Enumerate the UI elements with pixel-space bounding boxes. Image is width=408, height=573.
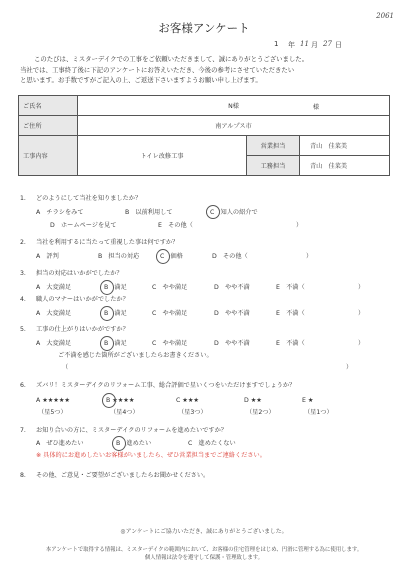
q1-option-c[interactable]: C 知人の紹介で — [210, 209, 258, 216]
q3-number: 3. — [20, 270, 26, 277]
q3-option-b[interactable]: B 満足 — [104, 284, 127, 291]
q6-number: 6. — [20, 382, 26, 389]
name-cell — [78, 96, 390, 116]
address-value: 南アルプス市 — [78, 116, 390, 136]
q6-option-d[interactable]: D ★★ — [244, 397, 262, 404]
q5-text: 工事の仕上がりはいかがですか？ — [36, 326, 129, 333]
q6-selected-circle — [102, 393, 116, 408]
q2-text: 当社を利用するに当たって重視した事は何ですか？ — [36, 239, 179, 246]
q7-selected-circle — [112, 436, 126, 451]
date-year-label: 年 — [288, 41, 295, 49]
date-year: 1 — [274, 40, 279, 48]
q1-option-d[interactable]: D ホームページを見て — [50, 222, 117, 229]
q7-text: お知り合いの方に、ミスターデイクのリフォームを進めたいですか？ — [36, 427, 227, 434]
q6-sub-b: （星4つ） — [110, 409, 139, 416]
q1-option-a[interactable]: A チラシをみて — [36, 209, 84, 216]
date-day: 27 — [323, 40, 332, 48]
q6-sub-d: （星2つ） — [246, 409, 275, 416]
q1-selected-circle — [206, 205, 220, 219]
sales-value: 青山 佳菜美 — [300, 136, 390, 156]
q3-option-e[interactable]: E 不満（ — [276, 284, 305, 291]
q3-option-d[interactable]: D やや不満 — [214, 284, 250, 291]
q1-text: どのようにして当社を知りましたか？ — [36, 195, 142, 202]
q6-sub-e: （星1つ） — [304, 409, 333, 416]
q5-close-paren: ） — [358, 340, 365, 347]
q2-option-a[interactable]: A 評判 — [36, 253, 59, 260]
name-label: ご氏名 — [19, 96, 78, 116]
q4-number: 4. — [20, 296, 26, 303]
work-value: トイレ改修工事 — [78, 136, 247, 176]
date-month-label: 月 — [311, 41, 318, 49]
q4-text: 職人のマナーはいかがでしたか？ — [36, 296, 129, 303]
q4-option-a[interactable]: A 大変満足 — [36, 310, 72, 317]
q6-sub-c: （星3つ） — [178, 409, 207, 416]
q6-option-e[interactable]: E ★ — [302, 397, 314, 404]
q6-option-c[interactable]: C ★★★ — [176, 397, 199, 404]
footer-thanks: ◎アンケートにご協力いただき、誠にありがとうございました。 — [120, 529, 288, 535]
q2-option-c[interactable]: C 価格 — [160, 253, 183, 260]
q1-close-paren: ） — [296, 222, 303, 229]
q4-close-paren: ） — [358, 310, 365, 317]
intro-line: 当社では、工事終了後に下記のアンケートにお答えいただき、今後の参考にさせていただきたい — [20, 65, 295, 74]
q2-number: 2. — [20, 239, 26, 246]
q5-option-b[interactable]: B 満足 — [104, 340, 127, 347]
q3-text: 担当の対応はいかがでしたか？ — [36, 270, 123, 277]
q3-option-c[interactable]: C やや満足 — [152, 284, 188, 291]
q4-option-d[interactable]: D やや不満 — [214, 310, 250, 317]
q5-option-e[interactable]: E 不満（ — [276, 340, 305, 347]
q5-option-c[interactable]: C やや満足 — [152, 340, 188, 347]
date-month: 11 — [300, 40, 309, 48]
customer-info-table — [18, 95, 390, 176]
q2-close-paren: ） — [306, 253, 313, 260]
q4-option-c[interactable]: C やや満足 — [152, 310, 188, 317]
q1-option-e[interactable]: E その他（ — [158, 222, 193, 229]
site-value: 青山 佳菜美 — [300, 156, 390, 176]
q7-note: ※ 具体的にお進めしたいお客様がいましたら、ぜひ営業担当までご連絡ください。 — [36, 452, 266, 459]
q7-number: 7. — [20, 427, 26, 434]
q6-sub-a: （星5つ） — [38, 409, 67, 416]
q3-close-paren: ） — [358, 284, 365, 291]
q2-selected-circle — [156, 249, 170, 264]
work-label: 工事内容 — [19, 136, 78, 176]
q4-selected-circle — [100, 306, 114, 321]
page-title: お客様アンケート — [158, 21, 250, 35]
q6-text: ズバリ！ミスターデイクのリフォーム工事、総合評価で星いくつをいただけますでしょうか？ — [36, 382, 296, 389]
intro-line: と思います。お手数ですがご記入の上、ご返送下さいますようお願い申し上げます。 — [20, 76, 262, 84]
q5-option-d[interactable]: D やや不満 — [214, 340, 250, 347]
q1-number: 1. — [20, 195, 26, 202]
q5-note: ご不満を感じた箇所がございましたらお書きください。 — [58, 352, 213, 359]
q4-option-b[interactable]: B 満足 — [104, 310, 127, 317]
q3-option-a[interactable]: A 大変満足 — [36, 284, 72, 291]
q2-option-b[interactable]: B 担当の対応 — [98, 253, 140, 260]
intro-line: このたびは、ミスターデイクでの工事をご依頼いただきまして、誠にありがとうございました。 — [34, 55, 309, 63]
serial-number: 2061 — [376, 12, 394, 20]
footer-privacy-1: 本アンケートで取得する情報は、ミスターデイクの範囲内において、お客様の住宅管理をはじめ、円滑に管理する為に使用します。 — [45, 547, 363, 553]
q4-option-e[interactable]: E 不満（ — [276, 310, 305, 317]
q5-open-paren: （ — [62, 364, 69, 371]
q7-option-c[interactable]: C 進めたくない — [188, 440, 236, 447]
site-label: 工務担当 — [247, 156, 300, 176]
q3-selected-circle — [100, 280, 114, 295]
q5-close-paren-2: ） — [346, 364, 353, 371]
date-day-label: 日 — [335, 41, 342, 49]
q5-selected-circle — [100, 336, 114, 351]
q5-option-a[interactable]: A 大変満足 — [36, 340, 72, 347]
address-label: ご住所 — [19, 116, 78, 136]
q8-number: 8. — [20, 472, 26, 479]
q6-option-a[interactable]: A ★★★★★ — [36, 397, 70, 404]
sales-label: 営業担当 — [247, 136, 300, 156]
footer-privacy-2: 個人情報は法令を遵守して保護・管理致します。 — [144, 555, 264, 561]
q8-text: その他、ご意見・ご要望がございましたらお聞かせください。 — [36, 472, 210, 479]
q7-option-b[interactable]: B 進めたい — [116, 440, 152, 447]
name-value: N様 — [228, 103, 239, 110]
q7-option-a[interactable]: A ぜひ進めたい — [36, 440, 84, 447]
intro-text — [20, 54, 390, 86]
name-suffix: 様 — [312, 104, 319, 111]
q6-option-b[interactable]: B ★★★★ — [106, 397, 135, 404]
q5-number: 5. — [20, 326, 26, 333]
q1-option-b[interactable]: B 以前利用して — [125, 209, 173, 216]
q2-option-d[interactable]: D その他（ — [212, 253, 248, 260]
